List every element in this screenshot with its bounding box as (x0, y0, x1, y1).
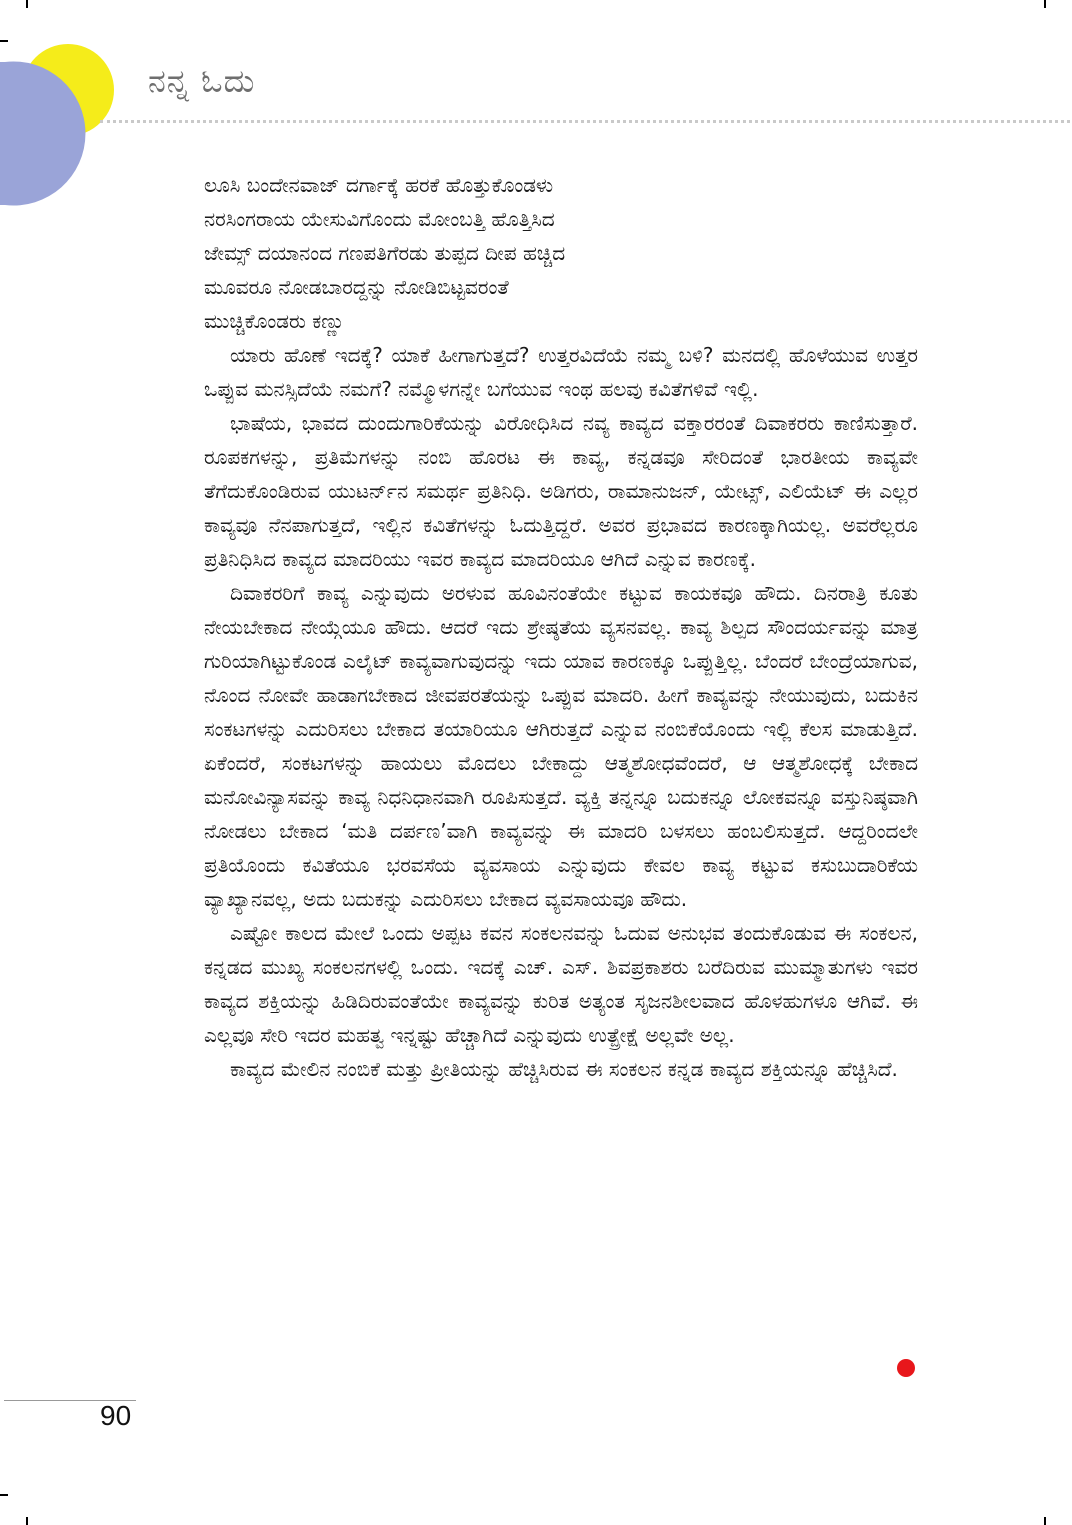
paragraph: ದಿವಾಕರರಿಗೆ ಕಾವ್ಯ ಎನ್ನುವುದು ಅರಳುವ ಹೂವಿನಂತೆಯೇ ಕಟ್ಟುವ ಕಾಯಕವೂ ಹೌದು. ದಿನರಾತ್ರಿ ಕೂತು ನೇಯಬೇಕಾದ ನೇಯ್ಗೆಯೂ ಹೌದು. ಆದರೆ ಇದು ಶ್ರೇಷ್ಠತೆಯ ವ್ಯಸನವಲ್ಲ. ಕಾವ್ಯ ಶಿಲ್ಪದ ಸೌಂದರ್ಯವನ್ನು ಮಾತ್ರ ಗುರಿಯಾಗಿಟ್ಟುಕೊಂಡ ಎಲೈಟ್ ಕಾವ್ಯವಾಗುವುದನ್ನು ಇದು ಯಾವ ಕಾರಣಕ್ಕೂ ಒಪ್ಪುತ್ತಿಲ್ಲ. ಬೆಂದರೆ ಬೇಂದ್ರೆಯಾಗುವ, ನೊಂದ ನೋವೇ ಹಾಡಾಗಬೇಕಾದ ಜೀವಪರತೆಯನ್ನು ಒಪ್ಪುವ ಮಾದರಿ. ಹೀಗೆ ಕಾವ್ಯವನ್ನು ನೇಯುವುದು, ಬದುಕಿನ ಸಂಕಟಗಳನ್ನು ಎದುರಿಸಲು ಬೇಕಾದ ತಯಾರಿಯೂ ಆಗಿರುತ್ತದೆ ಎನ್ನುವ ನಂಬಿಕೆಯೊಂದು ಇಲ್ಲಿ ಕೆಲಸ ಮಾಡುತ್ತಿದೆ. ಏಕೆಂದರೆ, ಸಂಕಟಗಳನ್ನು ಹಾಯಲು ಮೊದಲು ಬೇಕಾದ್ದು ಆತ್ಮಶೋಧವೆಂದರೆ, ಆ ಆತ್ಮಶೋಧಕ್ಕೆ ಬೇಕಾದ ಮನೋವಿನ್ಯಾಸವನ್ನು ಕಾವ್ಯ ನಿಧನಿಧಾನವಾಗಿ ರೂಪಿಸುತ್ತದೆ. ವ್ಯಕ್ತಿ ತನ್ನನ್ನೂ ಬದುಕನ್ನೂ ಲೋಕವನ್ನೂ ವಸ್ತುನಿಷ್ಠವಾಗಿ ನೋಡಲು ಬೇಕಾದ ‘ಮತಿ ದರ್ಪಣ’ವಾಗಿ ಕಾವ್ಯವನ್ನು ಈ ಮಾದರಿ ಬಳಸಲು ಹಂಬಲಿಸುತ್ತದೆ. ಆದ್ದರಿಂದಲೇ ಪ್ರತಿಯೊಂದು ಕವಿತೆಯೂ ಭರವಸೆಯ ವ್ಯವಸಾಯ ಎನ್ನುವುದು ಕೇವಲ ಕಾವ್ಯ ಕಟ್ಟುವ ಕಸುಬುದಾರಿಕೆಯ ವ್ಯಾಖ್ಯಾನವಲ್ಲ, ಅದು ಬದುಕನ್ನು ಎದುರಿಸಲು ಬೇಕಾದ ವ್ಯವಸಾಯವೂ ಹೌದು. (204, 581, 918, 911)
page-number: 90 (100, 1400, 132, 1431)
paragraph: ಎಷ್ಟೋ ಕಾಲದ ಮೇಲೆ ಒಂದು ಅಪ್ಪಟ ಕವನ ಸಂಕಲನವನ್ನು ಓದುವ ಅನುಭವ ತಂದುಕೊಡುವ ಈ ಸಂಕಲನ, ಕನ್ನಡದ ಮುಖ್ಯ ಸಂಕಲನಗಳಲ್ಲಿ ಒಂದು. ಇದಕ್ಕೆ ಎಚ್. ಎಸ್. ಶಿವಪ್ರಕಾಶರು ಬರೆದಿರುವ ಮುಮ್ಮಾತುಗಳು ಇವರ ಕಾವ್ಯದ ಶಕ್ತಿಯನ್ನು ಹಿಡಿದಿರುವಂತೆಯೇ ಕಾವ್ಯವನ್ನು ಕುರಿತ ಅತ್ಯಂತ ಸೃಜನಶೀಲವಾದ ಹೊಳಹುಗಳೂ ಆಗಿವೆ. ಈ ಎಲ್ಲವೂ ಸೇರಿ ಇದರ ಮಹತ್ವ ಇನ್ನಷ್ಟು ಹೆಚ್ಚಾಗಿದೆ ಎನ್ನುವುದು ಉತ್ಪ್ರೇಕ್ಷೆ ಅಲ್ಲವೇ ಅಲ್ಲ. (204, 921, 918, 1047)
decorative-circles (0, 0, 140, 220)
quoted-poem (204, 168, 918, 338)
poem-line: ಮುಚ್ಚಿಕೊಂಡರು ಕಣ್ಣು (204, 309, 345, 333)
dotted-divider (100, 120, 1070, 123)
paragraph: ಕಾವ್ಯದ ಮೇಲಿನ ನಂಬಿಕೆ ಮತ್ತು ಪ್ರೀತಿಯನ್ನು ಹೆಚ್ಚಿಸಿರುವ ಈ ಸಂಕಲನ ಕನ್ನಡ ಕಾವ್ಯದ ಶಕ್ತಿಯನ್ನೂ ಹೆಚ್ಚಿಸಿದೆ. (230, 1057, 898, 1081)
article-body (204, 168, 918, 1086)
paragraph: ಭಾಷೆಯ, ಭಾವದ ದುಂದುಗಾರಿಕೆಯನ್ನು ವಿರೋಧಿಸಿದ ನವ್ಯ ಕಾವ್ಯದ ವಕ್ತಾರರಂತೆ ದಿವಾಕರರು ಕಾಣಿಸುತ್ತಾರೆ. ರೂಪಕಗಳನ್ನು, ಪ್ರತಿಮೆಗಳನ್ನು ನಂಬಿ ಹೊರಟ ಈ ಕಾವ್ಯ, ಕನ್ನಡವೂ ಸೇರಿದಂತೆ ಭಾರತೀಯ ಕಾವ್ಯವೇ ತೆಗೆದುಕೊಂಡಿರುವ ಯುಟರ್ನ್‌ನ ಸಮರ್ಥ ಪ್ರತಿನಿಧಿ. ಅಡಿಗರು, ರಾಮಾನುಜನ್, ಯೇಟ್ಸ್, ಎಲಿಯೆಟ್ ಈ ಎಲ್ಲರ ಕಾವ್ಯವೂ ನೆನಪಾಗುತ್ತದೆ, ಇಲ್ಲಿನ ಕವಿತೆಗಳನ್ನು ಓದುತ್ತಿದ್ದರೆ. ಅವರ ಪ್ರಭಾವದ ಕಾರಣಕ್ಕಾಗಿಯಲ್ಲ. ಅವರೆಲ್ಲರೂ ಪ್ರತಿನಿಧಿಸಿದ ಕಾವ್ಯದ ಮಾದರಿಯು ಇವರ ಕಾವ್ಯದ ಮಾದರಿಯೂ ಆಗಿದೆ ಎನ್ನುವ ಕಾರಣಕ್ಕೆ. (204, 411, 918, 571)
poem-line: ಲೂಸಿ ಬಂದೇನವಾಜ್ ದರ್ಗಾಕ್ಕೆ ಹರಕೆ ಹೊತ್ತುಕೊಂಡಳು (204, 173, 554, 197)
paragraph: ಯಾರು ಹೊಣೆ ಇದಕ್ಕೆ? ಯಾಕೆ ಹೀಗಾಗುತ್ತದೆ? ಉತ್ತರವಿದೆಯೆ ನಮ್ಮ ಬಳಿ? ಮನದಲ್ಲಿ ಹೊಳೆಯುವ ಉತ್ತರ ಒಪ್ಪುವ ಮನಸ್ಸಿದೆಯೆ ನಮಗೆ? ನಮ್ಮೊಳಗನ್ನೇ ಬಗೆಯುವ ಇಂಥ ಹಲವು ಕವಿತೆಗಳಿವೆ ಇಲ್ಲಿ. (204, 343, 918, 401)
crop-mark-left-lower (0, 1494, 8, 1496)
poem-line: ಜೇಮ್ಸ್ ದಯಾನಂದ ಗಣಪತಿಗೆರಡು ತುಪ್ಪದ ದೀಪ ಹಚ್ಚಿದ (204, 241, 566, 265)
crop-mark-bottom-left (26, 1517, 28, 1525)
crop-mark-bottom-right (1044, 1517, 1046, 1525)
poem-line: ಮೂವರೂ ನೋಡಬಾರದ್ದನ್ನು ನೋಡಿಬಿಟ್ಟವರಂತೆ (204, 275, 509, 299)
poem-line: ನರಸಿಂಗರಾಯ ಯೇಸುವಿಗೊಂದು ಮೋಂಬತ್ತಿ ಹೊತ್ತಿಸಿದ (204, 207, 555, 231)
section-title: ನನ್ನ ಓದು (148, 62, 256, 100)
end-of-article-dot (897, 1359, 915, 1377)
crop-mark-top-right (1044, 0, 1046, 8)
